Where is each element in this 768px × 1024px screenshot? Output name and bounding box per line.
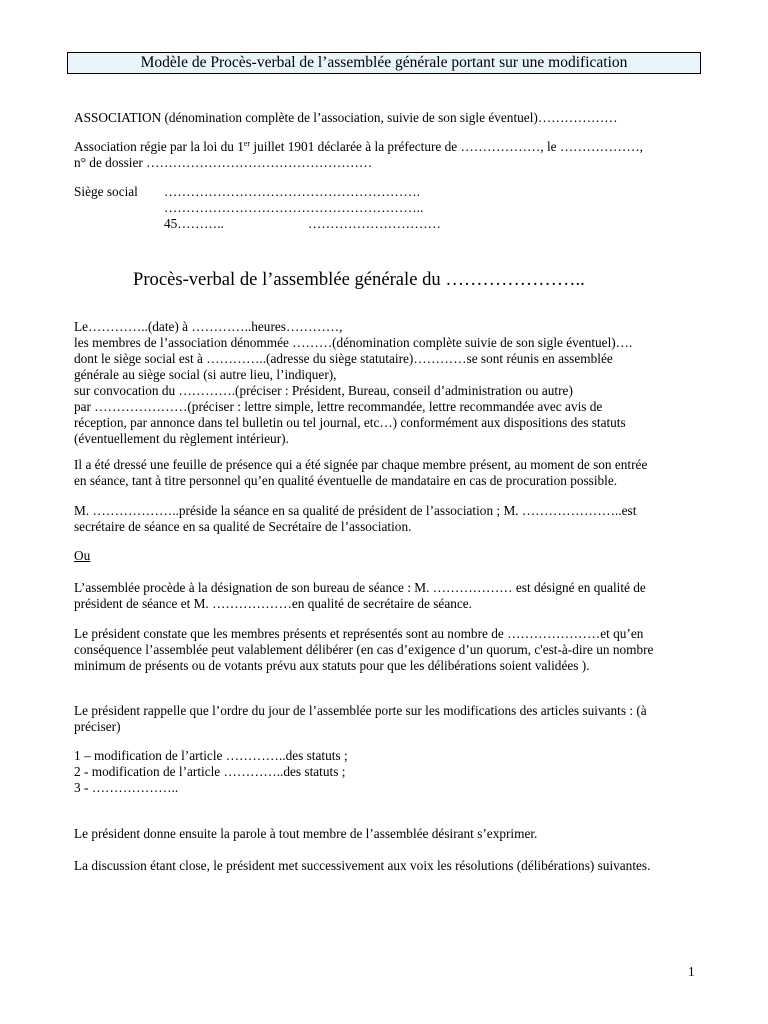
text-line: président de séance et M. ………………en qualité de secrétaire de séance. — [74, 596, 473, 611]
siege-address-2: ………………………………………………….. — [164, 200, 424, 215]
paragraph-vote — [74, 858, 714, 874]
text-line: Le président rappelle que l’ordre du jour de l’assemblée porte sur les modifications des articles suivants : (à — [74, 703, 647, 718]
siege-line-2 — [74, 200, 714, 216]
text-line: sur convocation du ………….(préciser : Président, Bureau, conseil d’administration ou autre) — [74, 383, 573, 398]
association-line — [74, 110, 714, 126]
siege-postcode: 45……….. — [164, 216, 224, 231]
page-number: 1 — [688, 964, 695, 979]
or-text: Ou — [74, 548, 91, 563]
regie-superscript: er — [243, 139, 251, 148]
text-line: secrétaire de séance en sa qualité de Secrétaire de l’association. — [74, 519, 412, 534]
siege-block — [74, 184, 714, 232]
text-line: générale au siège social (si autre lieu, l’indiquer), — [74, 367, 337, 382]
paragraph-quorum — [74, 626, 714, 674]
siege-label: Siège social — [74, 184, 138, 199]
paragraph-bureau — [74, 580, 714, 612]
paragraph-meeting-details — [74, 319, 714, 447]
list-item: 3 - ……………….. — [74, 780, 179, 795]
paragraph-attendance — [74, 457, 714, 489]
text-line: conséquence l’assemblée peut valablement délibérer (en cas d’exigence d’un quorum, c'est-à-dire un nombre — [74, 642, 654, 657]
text-line: les membres de l’association dénommée ………(dénomination complète suivie de son sigle éventuel)…. — [74, 335, 633, 350]
paragraph-agenda — [74, 703, 714, 735]
text-line: dont le siège social est à …………..(adresse du siège statutaire)…………se sont réunis en assemblée — [74, 351, 613, 366]
text-line: Il a été dressé une feuille de présence qui a été signée par chaque membre présent, au moment de son entrée — [74, 457, 648, 472]
text-line: La discussion étant close, le président met successivement aux voix les résolutions (délibérations) suivantes. — [74, 858, 651, 873]
text-line: Le…………..(date) à …………..heures…………, — [74, 319, 343, 334]
text-line: préciser) — [74, 719, 121, 734]
text-line: Le président donne ensuite la parole à tout membre de l’assemblée désirant s’exprimer. — [74, 826, 538, 841]
text-line: réception, par annonce dans tel bulletin ou tel journal, etc…) conformément aux dispositions des statuts — [74, 415, 626, 430]
text-line: en séance, tant à titre personnel qu’en qualité éventuelle de mandataire en cas de procuration possible. — [74, 473, 618, 488]
text-line: M. ………………..préside la séance en sa qualité de président de l’association ; M. …………………..est — [74, 503, 637, 518]
or-separator — [74, 548, 714, 564]
text-line: L’assemblée procède à la désignation de son bureau de séance : M. ……………… est désigné en qualité de — [74, 580, 646, 595]
list-item: 2 - modification de l’article …………..des statuts ; — [74, 764, 346, 779]
document-title: Modèle de Procès-verbal de l’assemblée générale portant sur une modification — [67, 52, 701, 74]
text-line: Le président constate que les membres présents et représentés sont au nombre de …………………et qu’en — [74, 626, 644, 641]
regie-block — [74, 139, 714, 171]
dossier-line: n° de dossier …………………………………………… — [74, 155, 373, 170]
siege-city: ………………………… — [308, 216, 441, 231]
text-line: minimum de présents ou de votants prévu aux statuts pour que les délibérations soient validées ). — [74, 658, 590, 673]
text-line: (éventuellement du règlement intérieur). — [74, 431, 289, 446]
association-name-text: ASSOCIATION (dénomination complète de l’association, suivie de son sigle éventuel)……………… — [74, 110, 618, 125]
paragraph-president-secretary — [74, 503, 714, 535]
paragraph-discussion — [74, 826, 714, 842]
minutes-heading: Procès-verbal de l’assemblée générale du ………………….. — [133, 269, 585, 290]
regie-pre: Association régie par la loi du 1 — [74, 139, 244, 154]
agenda-list — [74, 748, 714, 796]
regie-line — [74, 139, 714, 155]
siege-address-1: …………………………………………………. — [164, 184, 420, 199]
text-line: par …………………(préciser : lettre simple, lettre recommandée, lettre recommandée avec avis de — [74, 399, 603, 414]
siege-line-3 — [74, 216, 714, 232]
siege-line-1 — [74, 184, 714, 200]
list-item: 1 – modification de l’article …………..des statuts ; — [74, 748, 348, 763]
regie-post: juillet 1901 déclarée à la préfecture de ………………, le ………………, — [250, 139, 643, 154]
